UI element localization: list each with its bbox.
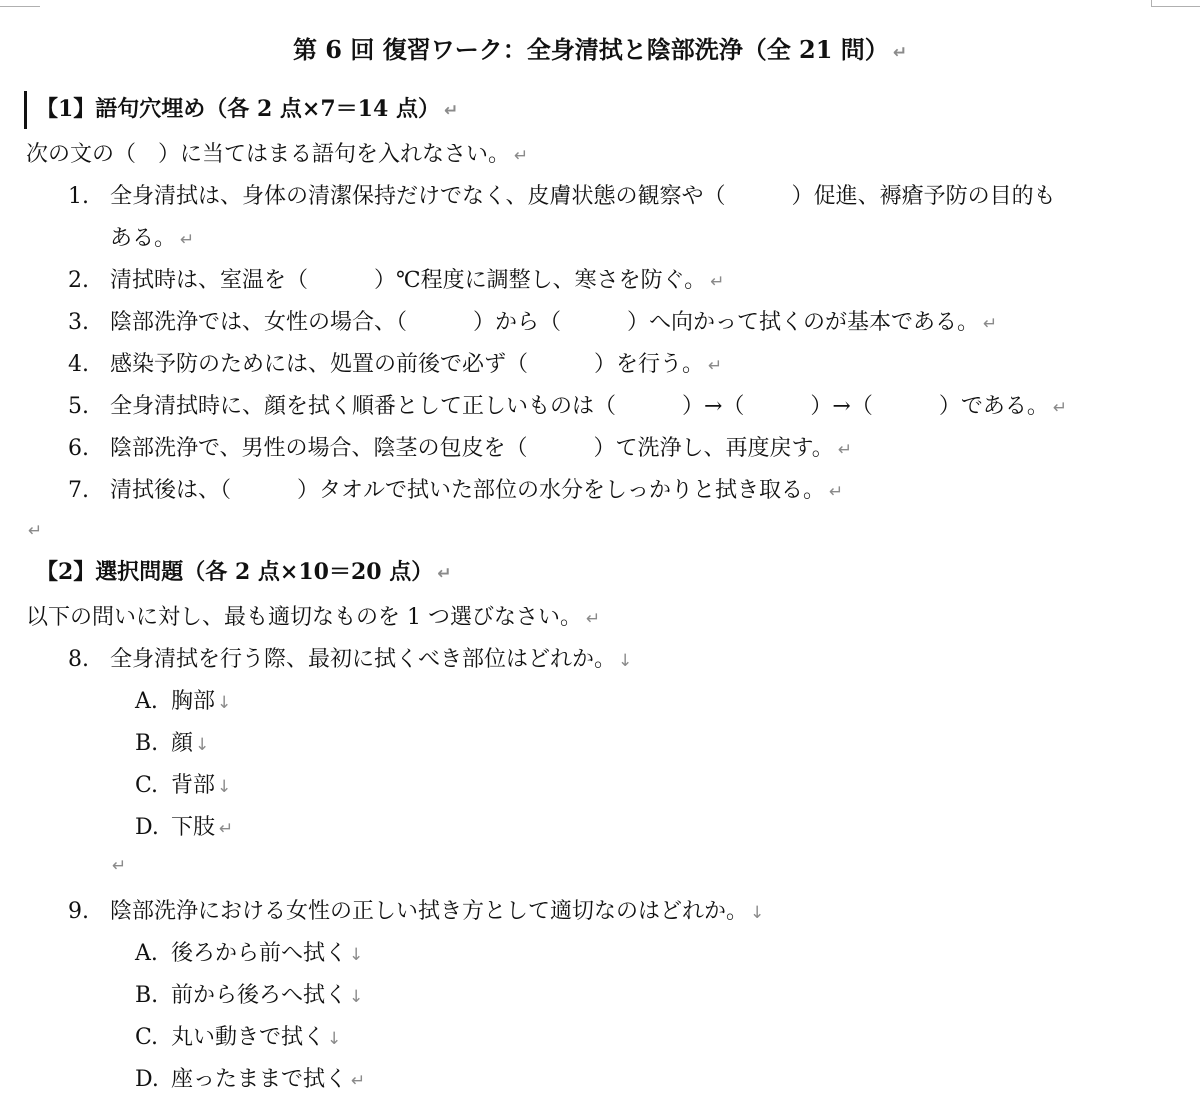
line-break-mark: ↓ — [750, 903, 765, 923]
paragraph-mark: ↵ — [112, 856, 127, 876]
section2-heading: 【2】選択問題（各 2 点×10＝20 点） ↵ — [36, 559, 452, 585]
list-item-continuation: ある。 ↵ — [110, 226, 195, 251]
paragraph-mark: ↵ — [180, 230, 195, 250]
line-break-mark: ↓ — [217, 777, 232, 797]
document-title-text: 第 6 回 復習ワーク：全身清拭と陰部洗浄（全 21 問） — [292, 35, 889, 64]
paragraph-mark: ↵ — [1052, 398, 1068, 418]
list-item: 4. 感染予防のためには、処置の前後で必ず（ ）を行う。 ↵ — [68, 352, 723, 377]
list-item: 1. 全身清拭は、身体の清潔保持だけでなく、皮膚状態の観察や（ ）促進、褥瘡予防の目的も — [68, 184, 1056, 209]
list-item: 5. 全身清拭時に、顔を拭く順番として正しいものは（ ）→（ ）→（ ）である。 ↵ — [68, 394, 1068, 419]
empty-paragraph — [108, 856, 126, 876]
paragraph-mark: ↵ — [586, 609, 601, 629]
section1-heading: 【1】語句穴埋め（各 2 点×7＝14 点） ↵ — [36, 96, 459, 122]
list-item: 7. 清拭後は、（ ）タオルで拭いた部位の水分をしっかりと拭き取る。 ↵ — [68, 478, 844, 503]
paragraph-mark: ↵ — [710, 272, 725, 292]
list-item: 2. 清拭時は、室温を（ ）℃程度に調整し、寒さを防ぐ。 ↵ — [68, 268, 725, 293]
list-item: 6. 陰部洗浄で、男性の場合、陰茎の包皮を（ ）て洗浄し、再度戻す。 ↵ — [68, 436, 853, 461]
page-corner-mark-left — [0, 0, 40, 7]
section1-instruction: 次の文の（ ）に当てはまる語句を入れなさい。 ↵ — [26, 142, 529, 167]
paragraph-mark: ↵ — [829, 482, 844, 502]
document-title — [0, 30, 1200, 65]
paragraph-mark: ↵ — [708, 356, 723, 376]
paragraph-mark: ↵ — [837, 440, 853, 460]
cursor-bar — [24, 91, 27, 129]
paragraph-mark: ↵ — [437, 564, 452, 584]
choice-item: D. 座ったままで拭く ↵ — [135, 1067, 366, 1092]
question-item: 9. 陰部洗浄における女性の正しい拭き方として適切なのはどれか。 ↓ — [68, 899, 765, 924]
question-item: 8. 全身清拭を行う際、最初に拭くべき部位はどれか。 ↓ — [68, 647, 633, 672]
choice-item: C. 背部 ↓ — [135, 773, 232, 798]
line-break-mark: ↓ — [217, 693, 232, 713]
line-break-mark: ↓ — [195, 735, 210, 755]
paragraph-mark: ↵ — [892, 43, 908, 63]
choice-item: B. 顔 ↓ — [135, 731, 210, 756]
paragraph-mark: ↵ — [219, 819, 234, 839]
section2-instruction: 以下の問いに対し、最も適切なものを 1 つ選びなさい。 ↵ — [26, 605, 601, 630]
list-item: 3. 陰部洗浄では、女性の場合、（ ）から（ ）へ向かって拭くのが基本である。 ↵ — [68, 310, 998, 335]
empty-paragraph — [24, 521, 42, 541]
choice-item: C. 丸い動きで拭く ↓ — [135, 1025, 342, 1050]
line-break-mark: ↓ — [349, 945, 364, 965]
choice-item: A. 後ろから前へ拭く ↓ — [135, 941, 364, 966]
paragraph-mark: ↵ — [983, 314, 998, 334]
paragraph-mark: ↵ — [443, 101, 459, 121]
choice-item: A. 胸部 ↓ — [135, 689, 232, 714]
choice-item: D. 下肢 ↵ — [135, 815, 234, 840]
paragraph-mark: ↵ — [351, 1071, 366, 1091]
line-break-mark: ↓ — [327, 1029, 342, 1049]
line-break-mark: ↓ — [349, 987, 364, 1007]
paragraph-mark: ↵ — [514, 146, 529, 166]
line-break-mark: ↓ — [618, 651, 633, 671]
choice-item: B. 前から後ろへ拭く ↓ — [135, 983, 364, 1008]
page-corner-mark-right — [1151, 0, 1200, 7]
paragraph-mark: ↵ — [28, 521, 43, 541]
